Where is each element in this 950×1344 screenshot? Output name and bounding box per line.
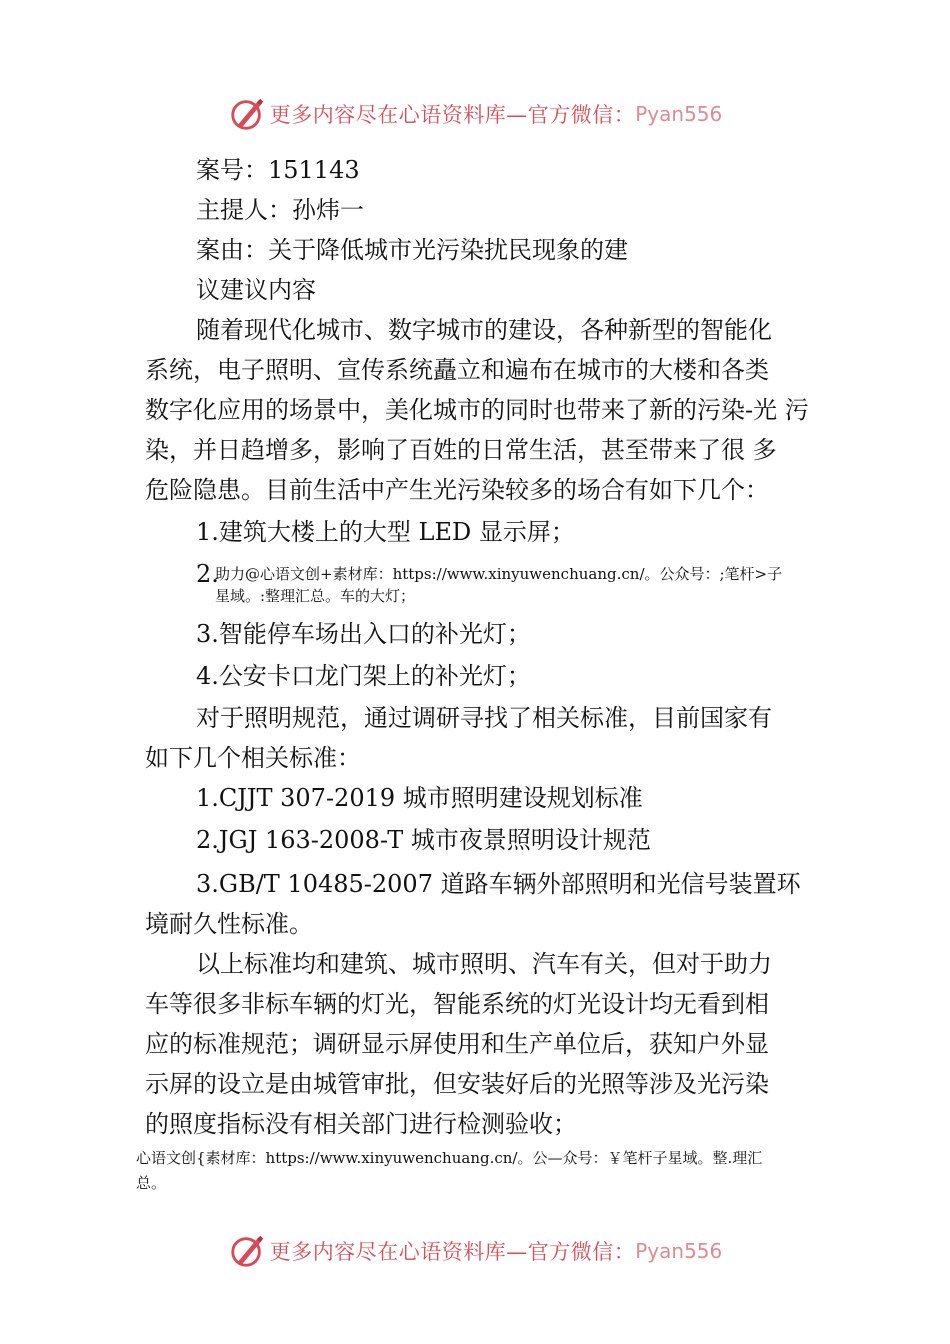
list-item: 1.建筑大楼上的大型 LED 显示屏；: [196, 518, 575, 546]
standard-item: 2.JGJ 163-2008-T 城市夜景照明设计规范: [196, 826, 651, 854]
paragraph-line: 车等很多非标车辆的灯光，智能系统的灯光设计均无看到相: [145, 990, 769, 1018]
proposer: 主提人：孙炜一: [196, 196, 364, 224]
list-item-number: 2.: [196, 560, 219, 588]
watermark-text: 助力@心语文创+素材库：https://www.xinyuwenchuang.cn/。公众号：;笔杆>子: [215, 565, 783, 583]
paragraph-line: 以上标准均和建筑、城市照明、汽车有关，但对于助力: [196, 950, 772, 978]
footnote-watermark: 心语文创{素材库：https://www.xinyuwenchuang.cn/。公—众号：￥笔杆子星域。整.理汇: [136, 1149, 763, 1167]
banner-wechat: Pyan556: [635, 102, 723, 126]
case-number: 案号：151143: [196, 156, 360, 184]
footer-banner: [0, 1229, 950, 1273]
pen-logo-icon: [228, 1232, 266, 1270]
pen-logo-icon: [228, 95, 266, 133]
standard-item: 1.CJJT 307-2019 城市照明建设规划标准: [196, 784, 643, 812]
case-subject-cont: 议建议内容: [196, 276, 316, 304]
footnote-watermark: 总。: [136, 1174, 167, 1192]
paragraph-line: 数字化应用的场景中，美化城市的同时也带来了新的污染-光 污: [145, 396, 809, 424]
paragraph-line: 系统，电子照明、宣传系统矗立和遍布在城市的大楼和各类: [145, 356, 769, 384]
paragraph-line: 应的标准规范；调研显示屏使用和生产单位后，获知户外显: [145, 1030, 769, 1058]
standard-item-cont: 境耐久性标准。: [145, 910, 313, 938]
paragraph-line: 随着现代化城市、数字城市的建设，各种新型的智能化: [196, 316, 772, 344]
standard-item: 3.GB/T 10485-2007 道路车辆外部照明和光信号装置环: [196, 870, 801, 898]
paragraph-line: 危险隐患。目前生活中产生光污染较多的场合有如下几个：: [145, 476, 769, 504]
paragraph-line: 的照度指标没有相关部门进行检测验收；: [145, 1110, 577, 1138]
case-subject: 案由：关于降低城市光污染扰民现象的建: [196, 236, 628, 264]
watermark-text: 星域。:整理汇总。车的大灯；: [215, 587, 416, 605]
banner-text: 更多内容尽在心语资料库—官方微信：: [269, 1240, 636, 1264]
list-item: 3.智能停车场出入口的补光灯；: [196, 620, 531, 648]
paragraph-line: 示屏的设立是由城管审批，但安装好后的光照等涉及光污染: [145, 1070, 769, 1098]
banner-wechat: Pyan556: [635, 1239, 723, 1263]
paragraph-line: 染，并日趋增多，影响了百姓的日常生活，甚至带来了很 多: [145, 436, 777, 464]
paragraph-line: 如下几个相关标准：: [145, 744, 361, 772]
paragraph-line: 对于照明规范，通过调研寻找了相关标准，目前国家有: [196, 704, 772, 732]
list-item: 4.公安卡口龙门架上的补光灯；: [196, 662, 531, 690]
banner-text: 更多内容尽在心语资料库—官方微信：: [269, 103, 636, 127]
header-banner: [0, 92, 950, 136]
